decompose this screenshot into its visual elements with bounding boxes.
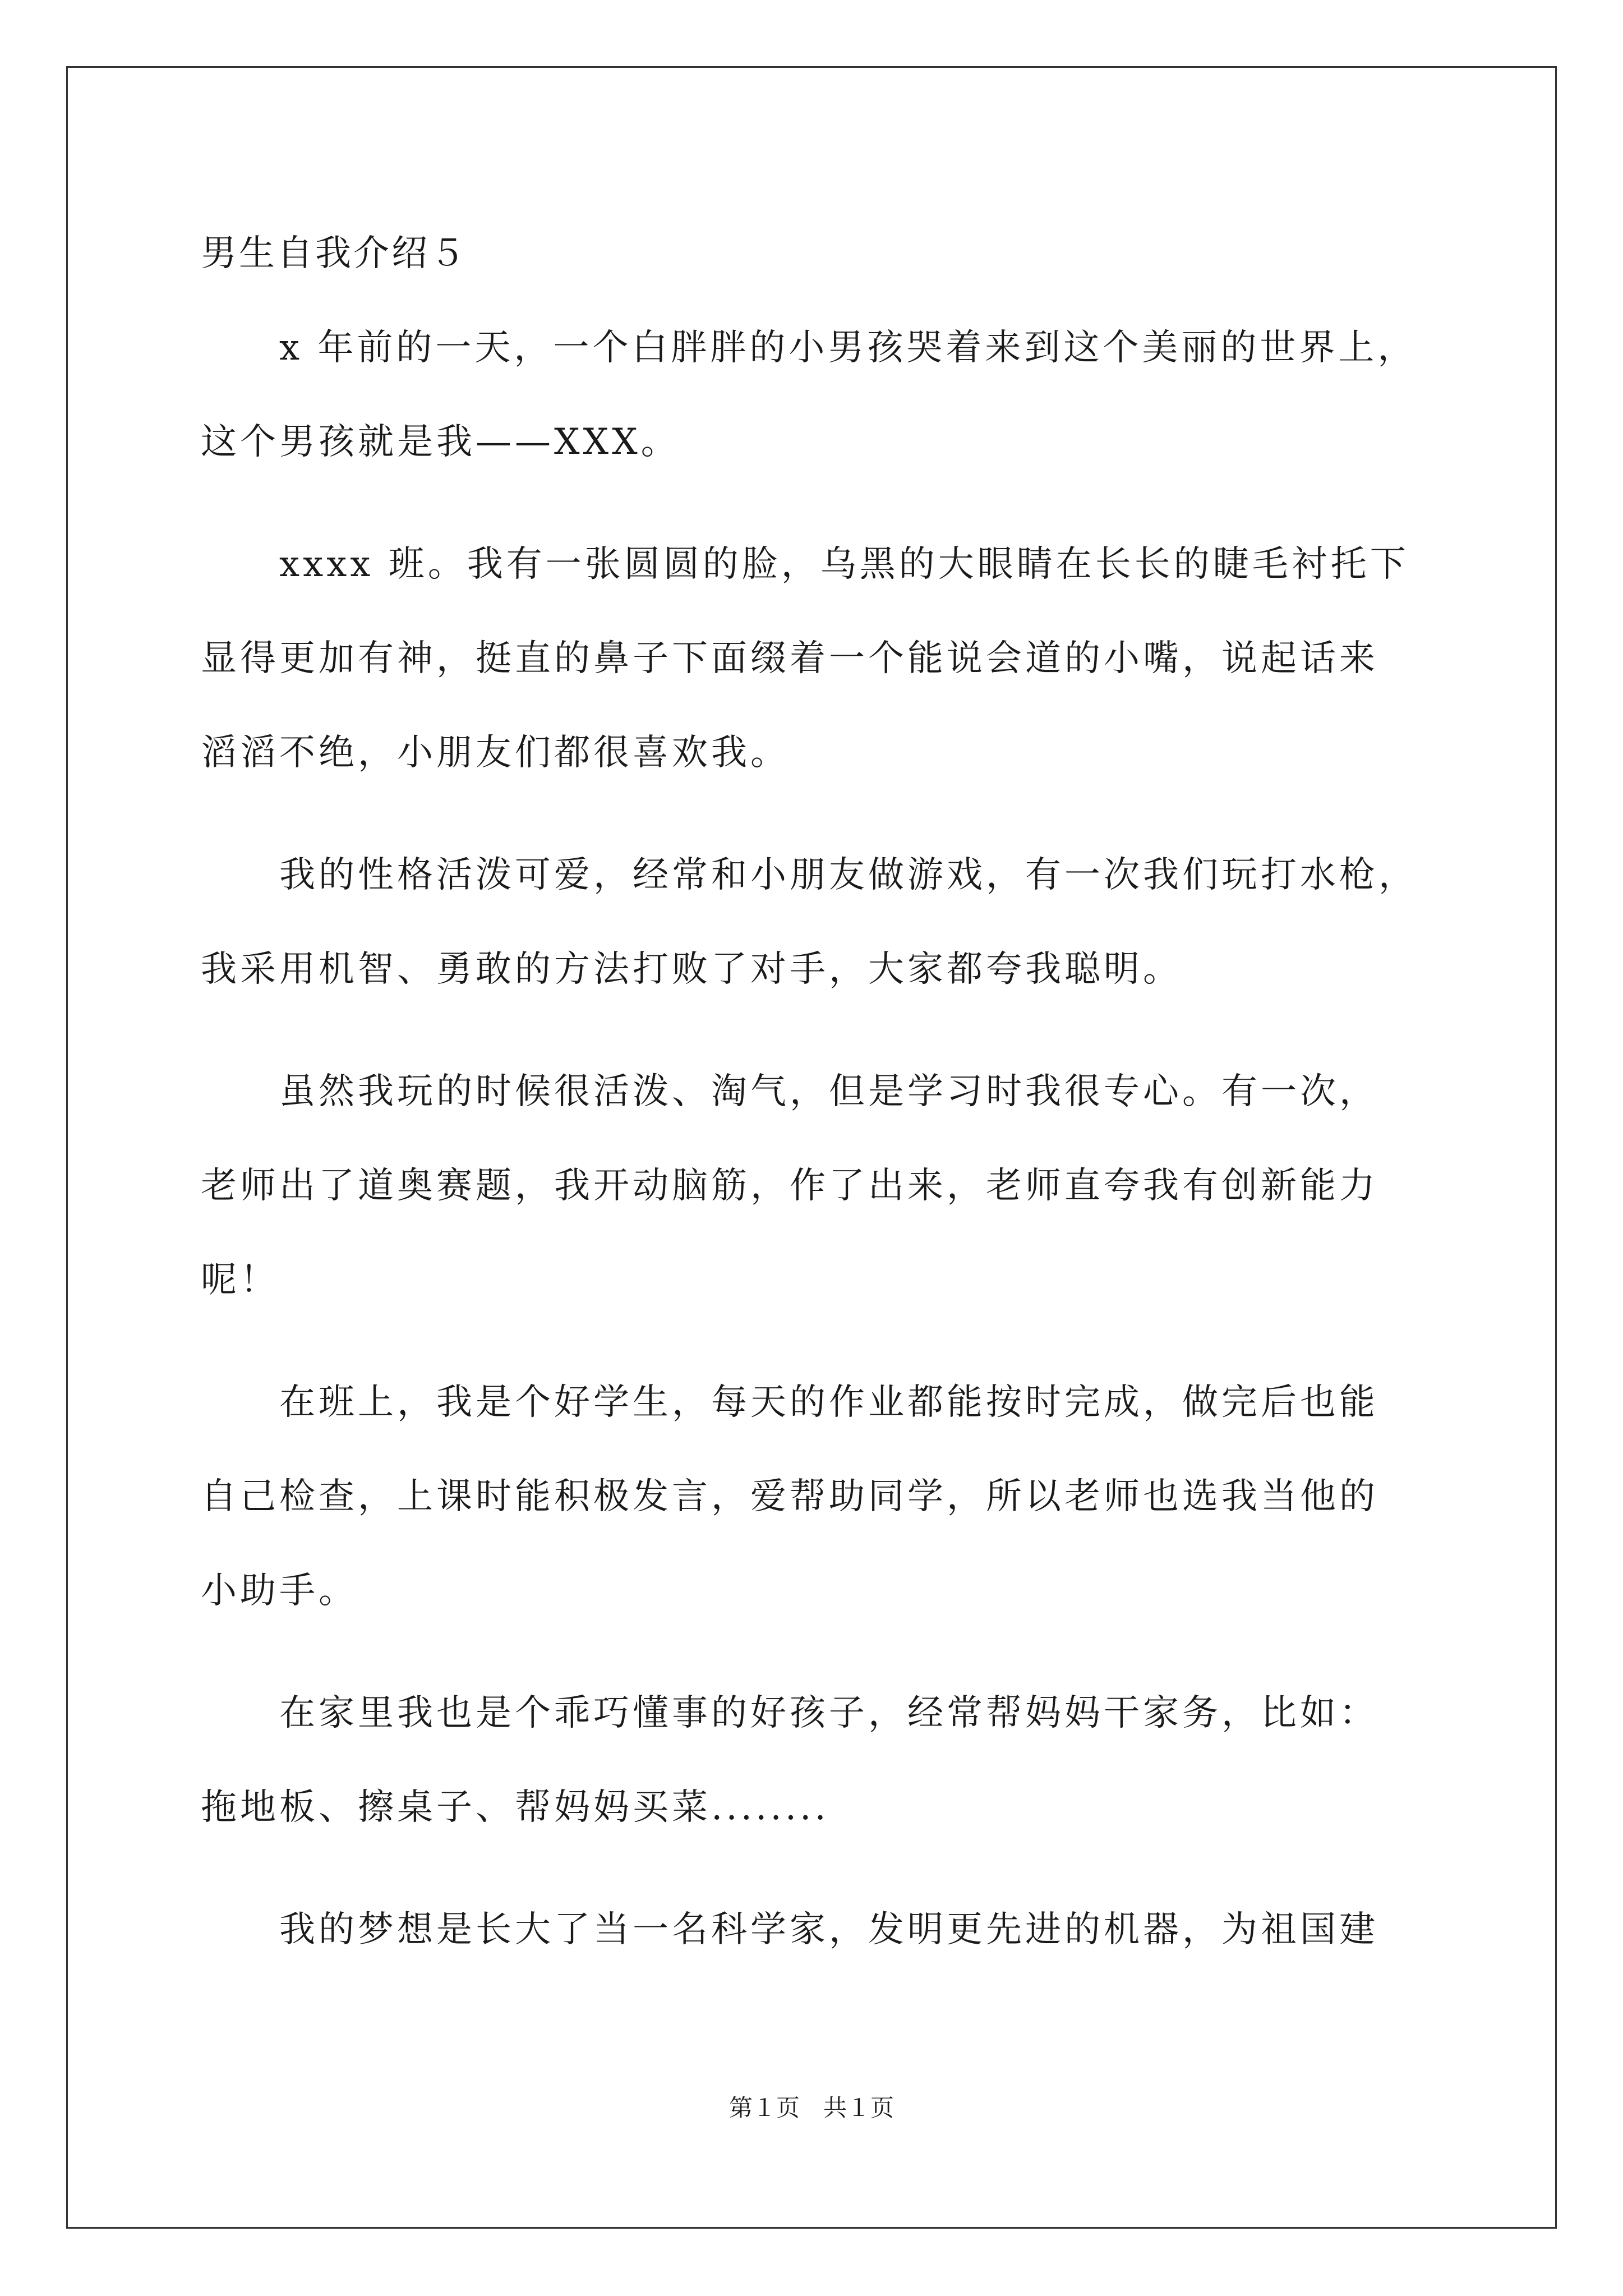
paragraph-line: 老师出了道奥赛题，我开动脑筋，作了出来，老师直夸我有创新能力 <box>201 1165 1378 1207</box>
paragraph-line: 在班上，我是个好学生，每天的作业都能按时完成，做完后也能 <box>279 1382 1378 1423</box>
paragraph-line: 我采用机智、勇敢的方法打败了对手，大家都夸我聪明。 <box>201 949 1182 990</box>
paragraph-line: 显得更加有神，挺直的鼻子下面缀着一个能说会道的小嘴，说起话来 <box>201 638 1378 679</box>
paragraph-line: 我的梦想是长大了当一名科学家，发明更先进的机器，为祖国建 <box>279 1909 1378 1950</box>
paragraph-line: 小助手。 <box>201 1570 358 1612</box>
paragraph-line: xxxx 班。我有一张圆圆的脸，乌黑的大眼睛在长长的睫毛衬托下 <box>279 544 1409 585</box>
page-number-footer: 第１页 共１页 <box>728 2094 894 2122</box>
paragraph-line: 我的性格活泼可爱，经常和小朋友做游戏，有一次我们玩打水枪， <box>279 854 1418 896</box>
paragraph-line: 呢！ <box>201 1259 279 1301</box>
document-title: 男生自我介绍５ <box>201 233 468 274</box>
paragraph-line: 这个男孩就是我——XXX。 <box>201 421 680 463</box>
paragraph-line: 在家里我也是个乖巧懂事的好孩子，经常帮妈妈干家务，比如： <box>279 1692 1378 1734</box>
paragraph-line: 虽然我玩的时候很活泼、淘气，但是学习时我很专心。有一次， <box>279 1071 1378 1112</box>
paragraph-line: 滔滔不绝，小朋友们都很喜欢我。 <box>201 732 790 774</box>
paragraph-line: 自己检查，上课时能积极发言，爱帮助同学，所以老师也选我当他的 <box>201 1476 1378 1517</box>
paragraph-line: 拖地板、擦桌子、帮妈妈买菜........ <box>201 1787 829 1828</box>
paragraph-line: x 年前的一天，一个白胖胖的小男孩哭着来到这个美丽的世界上， <box>279 327 1417 369</box>
